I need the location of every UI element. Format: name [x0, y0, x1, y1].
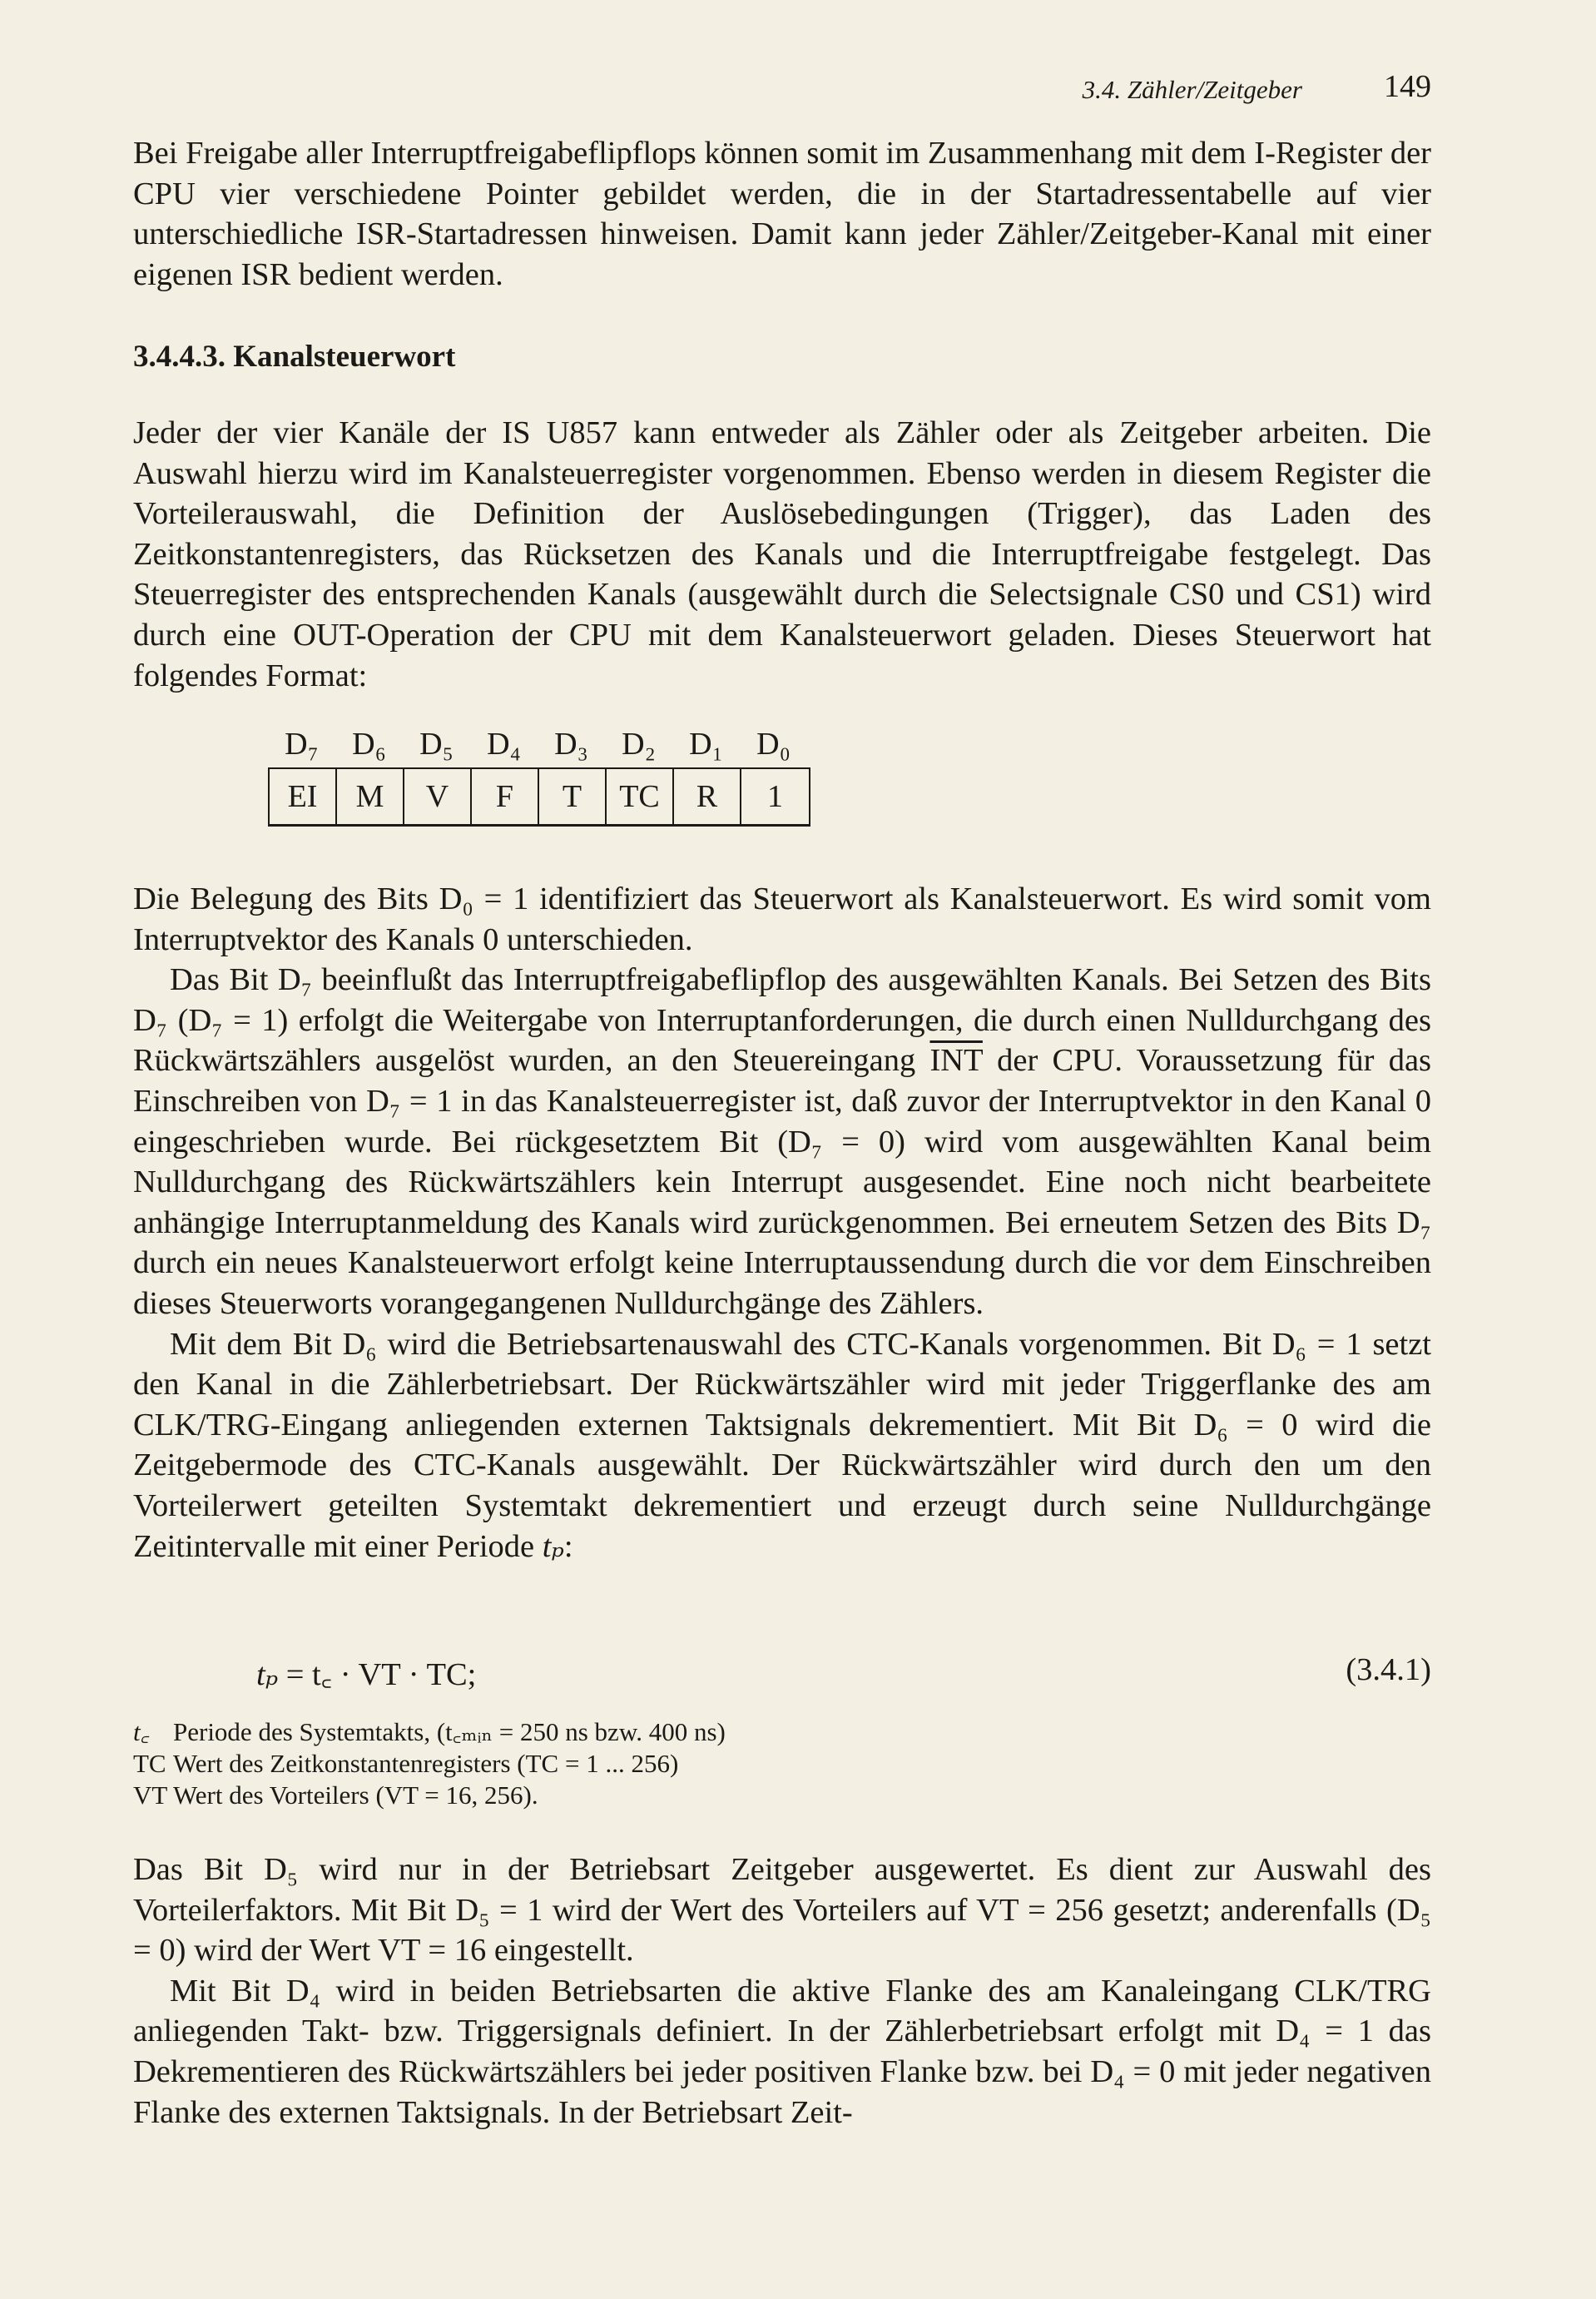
legend-row — [133, 1716, 1298, 1748]
bit-field-cell: F — [472, 769, 539, 824]
running-title: 3.4. Zähler/Zeitgeber — [1082, 75, 1302, 104]
bit-field-cell: T — [539, 769, 607, 824]
intro-paragraph — [133, 133, 1431, 295]
page-header — [133, 68, 1431, 110]
bit-label: D₄ — [487, 727, 521, 762]
section-heading — [133, 337, 1431, 377]
section-number: 3.4.4.3. — [133, 340, 226, 374]
body-paragraphs — [133, 879, 1431, 1567]
legend-symbol: t꜀ — [133, 1717, 150, 1746]
page-number: 149 — [1384, 69, 1431, 104]
legend-text: Wert des Zeitkonstantenregisters (TC = 1 ... 256) — [173, 1749, 679, 1778]
legend-text: Periode des Systemtakts, (t꜀ₘᵢₙ = 250 ns bzw. 400 ns) — [173, 1717, 726, 1746]
bit-field-cell: EI — [270, 769, 337, 824]
bit-label: D₂ — [622, 727, 656, 762]
bit-label: D₃ — [554, 727, 588, 762]
bit-field-cell: 1 — [767, 779, 783, 814]
paragraph-bit-d4: Mit Bit D₄ wird in beiden Betriebsarten die aktive Flanke des am Kanaleingang CLK/TRG anliegenden Takt- bzw. Triggersignals definiert. In der Zählerbetriebsart erfolgt mit D₄ = 1 das Dekrementieren des Rückwärtszählers bei jeder positiven Flanke bzw. bei D₄ = 0 mit jeder negativen Flanke des externen Taktsignals. In der Betriebsart Zeit- — [133, 1973, 1431, 2130]
paragraph-bit-d5: Das Bit D₅ wird nur in der Betriebsart Zeitgeber ausgewertet. Es dient zur Auswahl des Vorteilerfaktors. Mit Bit D₅ = 1 wird der Wert des Vorteilers auf VT = 256 gesetzt; anderenfalls (D₅ = 0) wird der Wert VT = 16 eingestellt. — [133, 1852, 1431, 1969]
bit-field-cell: TC — [607, 769, 674, 824]
control-word-diagram — [268, 721, 809, 827]
bit-field-box — [268, 767, 810, 827]
formula-legend — [133, 1716, 1298, 1811]
bit-label: D₀ — [756, 727, 791, 762]
section-title: Kanalsteuerwort — [233, 340, 456, 374]
int-signal: $\overline{INT}$ — [929, 1043, 983, 1079]
paragraph-text: Jeder der vier Kanäle der IS U857 kann entweder als Zähler oder als Zeitgeber arbeiten. Die Auswahl hierzu wird im Kanalsteuerregister vorgenommen. Ebenso werden in diesem Register die Vorteilerauswahl, die Definition der Auslösebedingungen (Trigger), das Laden des Zeitkonstantenregisters, das Rücksetzen des Kanals und die Interruptfreigabe festgelegt. Das Steuerregister des entsprechenden Kanals (ausgewählt durch die Selectsignale CS0 und CS1) wird durch eine OUT-Operation der CPU mit dem Kanalsteuerwort geladen. Dieses Steuerwort hat folgendes Format: — [133, 415, 1431, 693]
bit-field-cell: V — [404, 769, 472, 824]
formula-number: (3.4.1) — [1346, 1652, 1431, 1687]
legend-symbol: VT — [133, 1780, 168, 1810]
paragraph-text: Das Bit D₇ beeinflußt das Interruptfreigabeflipflop des ausgewählten Kanals. Bei Setzen des Bits D₇ (D₇ = 1) erfolgt die Weitergabe von Interruptanforderungen, die durch einen Nulldurchgang des Rückwärtszählers ausgelöst wurden, an den Steuereingang — [133, 962, 1431, 1079]
bit-label: D₅ — [419, 727, 454, 762]
paragraph-text: der CPU. Voraussetzung für das Einschreiben von D₇ = 1 in das Kanalsteuerregister ist, daß zuvor der Interruptvektor in den Kanal 0 eingeschrieben wurde. Bei rückgesetztem Bit (D₇ = 0) wird vom ausgewählten Kanal beim Nulldurchgang des Rückwärtszählers kein Interrupt ausgesendet. Eine noch nicht bearbeitete anhängige Interruptanmeldung des Kanals wird zurückgenommen. Bei erneutem Setzen des Bits D₇ durch ein neues Kanalsteuerwort erfolgt keine Interruptaussendung durch die vor dem Einschreiben dieses Steuerworts vorangegangenen Nulldurchgänge des Zählers. — [133, 1043, 1432, 1321]
formula-3-4-1 — [133, 1651, 1431, 1693]
bit-label: D₁ — [689, 727, 723, 762]
paragraph-bit-d7 — [133, 960, 1431, 1323]
legend-text: Wert des Vorteilers (VT = 16, 256). — [173, 1780, 538, 1810]
paragraph-text: Mit dem Bit D₆ wird die Betriebsartenauswahl des CTC-Kanals vorgenommen. Bit D₆ = 1 setzt den Kanal in die Zählerbetriebsart. Der Rückwärtszähler wird mit jeder Triggerflanke des am CLK/TRG-Eingang anliegenden externen Taktsignals dekrementiert. Mit Bit D₆ = 0 wird die Zeitgebermode des CTC-Kanals ausgewählt. Der Rückwärtszähler wird durch den um den Vorteilerwert geteilten Systemtakt dekrementiert und erzeugt durch seine Nulldurchgänge Zeitintervalle mit einer Periode — [133, 1326, 1431, 1564]
paragraph-bit-d0: Die Belegung des Bits D₀ = 1 identifiziert das Steuerwort als Kanalsteuerwort. Es wird somit vom Interruptvektor des Kanals 0 unterschieden. — [133, 881, 1431, 957]
legend-row — [133, 1748, 1298, 1780]
legend-row — [133, 1780, 1298, 1811]
bit-field-cell: M — [337, 769, 404, 824]
formula-lhs: tₚ — [256, 1657, 279, 1692]
paragraph-text: : — [563, 1528, 573, 1564]
period-symbol: tₚ — [542, 1528, 564, 1564]
intro-text: Bei Freigabe aller Interruptfreigabeflipflops können somit im Zusammenhang mit dem I-Register der CPU vier verschiedene Pointer gebildet werden, die in der Startadressentabelle auf vier unterschiedliche ISR-Startadressen hinweisen. Damit kann jeder Zähler/Zeitgeber-Kanal mit einer eigenen ISR bedient werden. — [133, 136, 1431, 292]
bit-label: D₇ — [285, 727, 319, 762]
formula-rhs: = t꜀ · VT · TC; — [285, 1657, 477, 1692]
paragraph-intro-control-word — [133, 413, 1431, 696]
bit-field-cell: R — [674, 769, 741, 824]
body-paragraphs-lower — [133, 1850, 1431, 2133]
legend-symbol: TC — [133, 1749, 166, 1778]
bit-labels-row — [268, 721, 809, 767]
bit-label: D₆ — [352, 727, 386, 762]
paragraph-bit-d6 — [133, 1324, 1431, 1567]
formula-expression — [256, 1651, 476, 1695]
